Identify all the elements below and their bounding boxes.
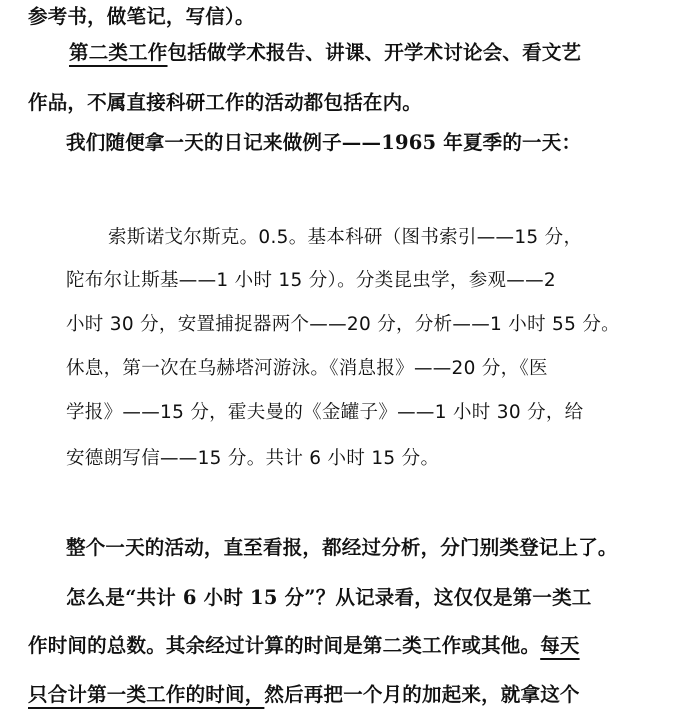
diary-line-2 [66,268,556,294]
diary-line-3-text: 小时 30 分，安置捕捉器两个——20 分，分析——1 小时 55 分。 [66,314,620,335]
paragraph-2-line-1-rest: 包括做学术报告、讲课、开学术讨论会、看文艺 [167,41,582,64]
diary-line-2-text: 陀布尔让斯基——1 小时 15 分）。分类昆虫学，参观——2 [66,270,556,291]
paragraph-4-line-3-text: 作时间的总数。其余经过计算的时间是第二类工作或其他。 [28,634,541,657]
paragraph-4-line-1 [66,535,618,561]
diary-line-1 [108,225,582,251]
underlined-phrase-every-day: 每天 [540,634,580,657]
diary-line-6-text: 安德朗写信——15 分。共计 6 小时 15 分。 [66,448,440,469]
underlined-phrase-first-type-total: 只合计第一类工作的时间， [28,683,265,706]
diary-line-4-text: 休息，第一次在乌赫塔河游泳。《消息报》——20 分，《医 [66,358,548,379]
paragraph-3-line-1-text: 我们随便拿一天的日记来做例子——1965 年夏季的一天： [66,131,582,154]
paragraph-4-line-2 [66,585,592,611]
paragraph-4-line-4-rest: 然后再把一个月的加起来，就拿这个 [264,683,580,706]
paragraph-2-line-2-text: 作品，不属直接科研工作的活动都包括在内。 [28,91,423,114]
underlined-term-second-type-work: 第二类工作 [69,41,168,64]
paragraph-3-line-1 [66,130,581,156]
diary-line-3 [66,312,620,338]
top-line [28,4,255,30]
paragraph-4-line-3 [28,633,580,659]
diary-line-5-text: 学报》——15 分，霍夫曼的《金罐子》——1 小时 30 分，给 [66,402,584,423]
paragraph-4-line-1-text: 整个一天的活动，直至看报，都经过分析，分门别类登记上了。 [66,536,618,559]
diary-line-6 [66,446,439,472]
top-line-text: 参考书，做笔记，写信）。 [28,5,255,28]
diary-line-1-text: 索斯诺戈尔斯克。0.5。基本科研（图书索引——15 分， [108,227,583,248]
paragraph-2-line-2 [28,90,422,116]
paragraph-4-line-4 [28,682,580,708]
diary-line-5 [66,400,583,426]
paragraph-4-line-2-text: 怎么是“共计 6 小时 15 分”？从记录看，这仅仅是第一类工 [66,586,592,609]
diary-line-4 [66,356,548,382]
paragraph-2-line-1 [69,40,581,66]
